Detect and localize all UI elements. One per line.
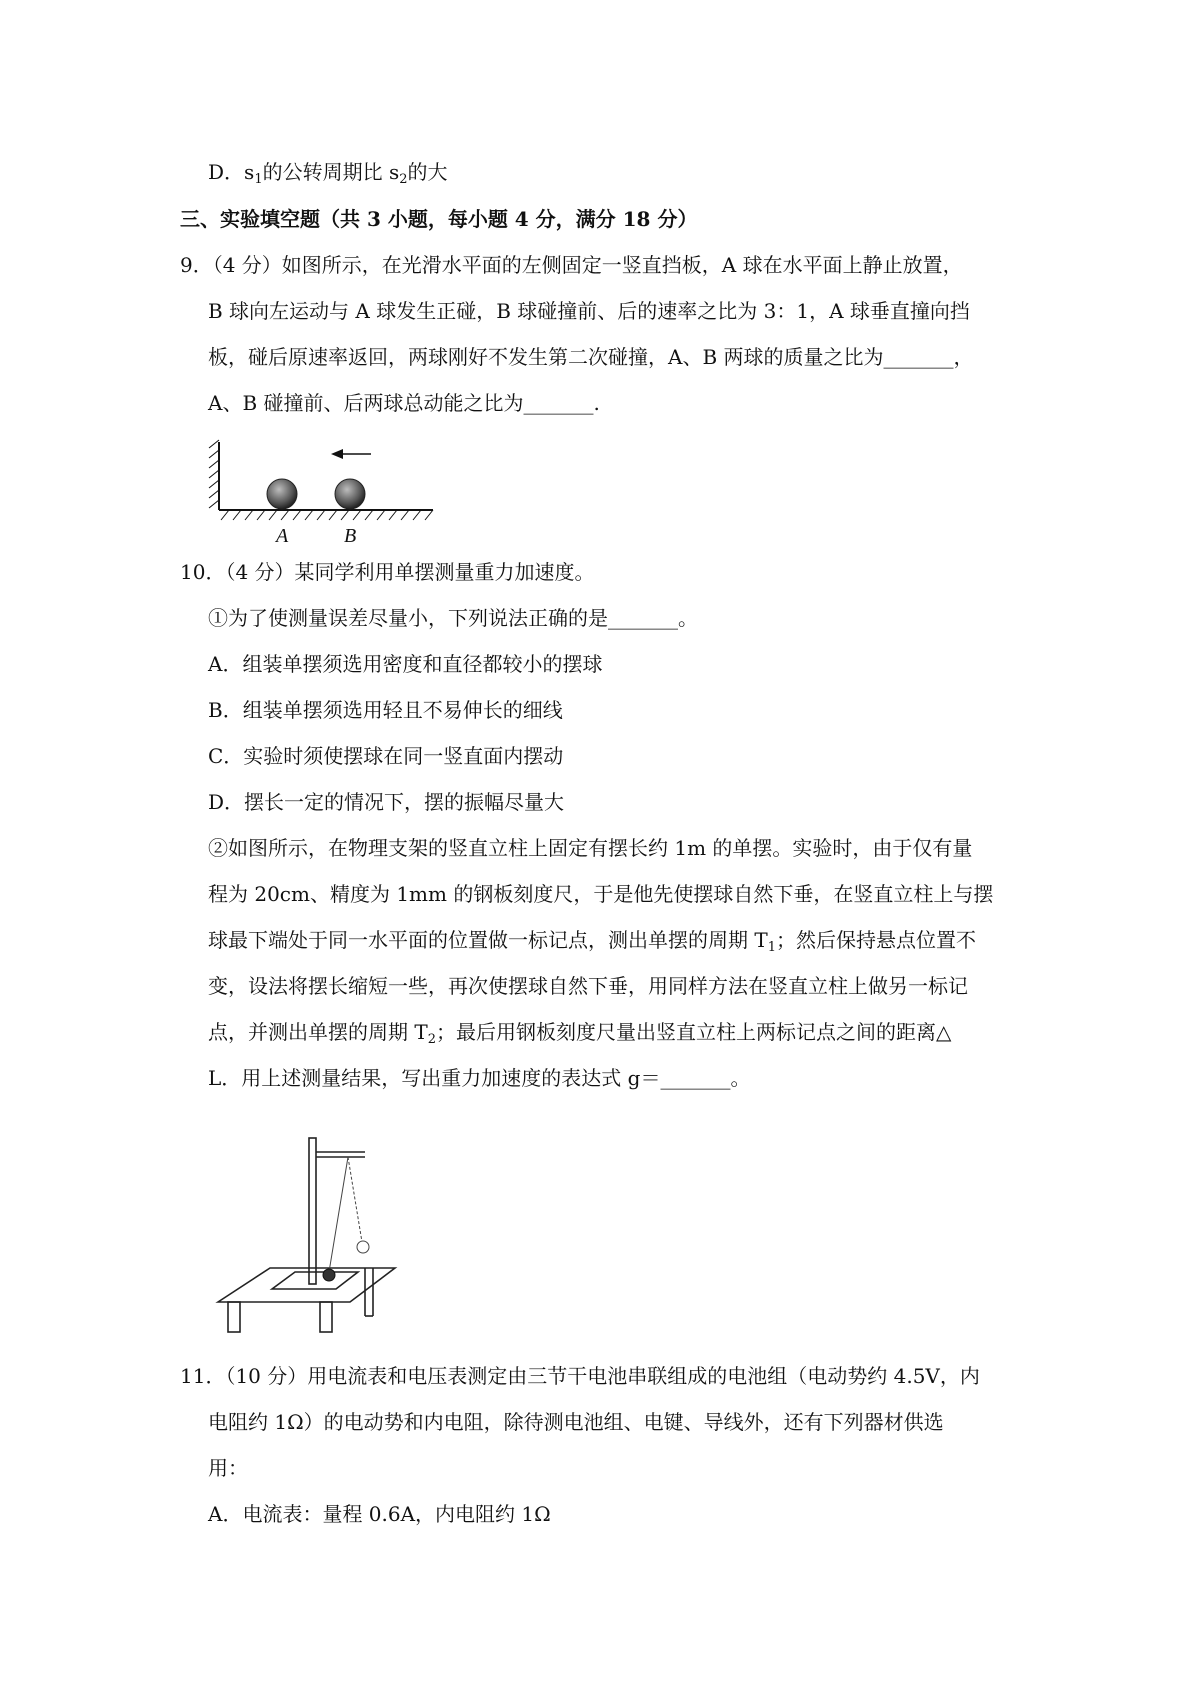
pendulum-bob-displaced [357, 1241, 369, 1253]
q10-part2-line-5: 点，并测出单摆的周期 $T_2$；最后用钢板刻度尺量出竖直立柱上两标记点之间的距离△ [208, 1020, 952, 1047]
left-arrow-icon [331, 449, 371, 459]
q10-part2-line-1: ②如图所示，在物理支架的竖直立柱上固定有摆长约 1m 的单摆。实验时，由于仅有量 [208, 836, 973, 860]
wall [209, 440, 219, 510]
q11-line-1: 11．（10 分）用电流表和电压表测定由三节干电池串联组成的电池组（电动势约 4.5V，内 [180, 1364, 980, 1388]
table-top [218, 1268, 395, 1302]
q11-line-2: 电阻约 1Ω）的电动势和内电阻，除待测电池组、电键、导线外，还有下列器材供选 [208, 1410, 944, 1434]
q10-option-c: C．实验时须使摆球在同一竖直面内摆动 [208, 744, 564, 768]
label-b: B [344, 525, 357, 547]
q10-part2-line-3: 球最下端处于同一水平面的位置做一标记点，测出单摆的周期 $T_1$；然后保持悬点位置不 [208, 928, 976, 955]
label-a: A [276, 525, 289, 547]
base-plate [272, 1272, 358, 1289]
q9-line-2: B 球向左运动与 A 球发生正碰，B 球碰撞前、后的速率之比为 3：1，A 球垂直撞向挡 [208, 299, 970, 323]
ball-a [267, 479, 297, 509]
q10-part2-line-6: L．用上述测量结果，写出重力加速度的表达式 g＝_______。 [208, 1066, 751, 1090]
q10-pendulum-figure [210, 1128, 400, 1338]
q8-option-d: D．$s_1$的公转周期比 $s_2$的大 [208, 160, 448, 187]
q9-collision-figure [205, 438, 455, 548]
section-heading: 三、实验填空题（共 3 小题，每小题 4 分，满分 18 分） [180, 207, 698, 231]
q10-part2-line-2: 程为 20cm、精度为 1mm 的钢板刻度尺，于是他先使摆球自然下垂，在竖直立柱上与摆 [208, 882, 994, 906]
q10-part2-line-4: 变，设法将摆长缩短一些，再次使摆球自然下垂，用同样方法在竖直立柱上做另一标记 [208, 974, 968, 998]
q11-option-a: A．电流表：量程 0.6A，内电阻约 1Ω [208, 1502, 551, 1526]
floor [219, 510, 433, 520]
vertical-post [309, 1138, 316, 1284]
q9-line-3: 板，碰后原速率返回，两球刚好不发生第二次碰撞，A、B 两球的质量之比为_______， [208, 345, 974, 369]
q10-option-b: B．组装单摆须选用轻且不易伸长的细线 [208, 698, 563, 722]
q9-line-4: A、B 碰撞前、后两球总动能之比为_______. [208, 391, 600, 415]
pendulum-bob [323, 1269, 335, 1281]
ball-b [335, 479, 365, 509]
q10-option-d: D．摆长一定的情况下，摆的振幅尽量大 [208, 790, 565, 814]
q10-option-a: A．组装单摆须选用密度和直径都较小的摆球 [208, 652, 603, 676]
q10-intro: 10．（4 分）某同学利用单摆测量重力加速度。 [180, 560, 595, 584]
q9-line-1: 9．（4 分）如图所示，在光滑水平面的左侧固定一竖直挡板，A 球在水平面上静止放置， [180, 253, 963, 277]
q11-line-3: 用： [208, 1456, 248, 1480]
q10-part1: ①为了使测量误差尽量小，下列说法正确的是_______。 [208, 606, 698, 630]
